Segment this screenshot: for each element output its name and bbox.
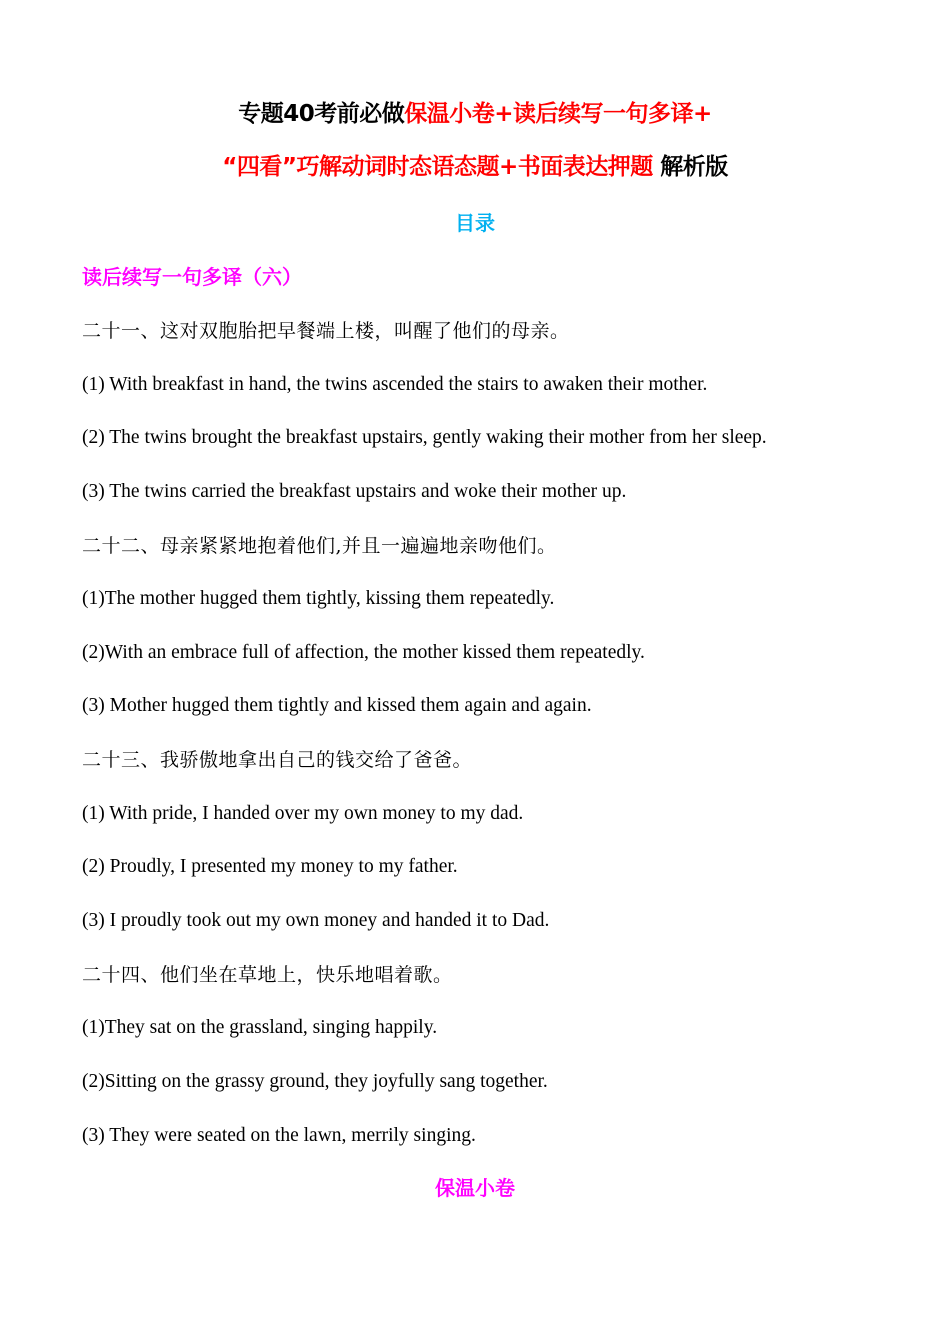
translation-line: (1) With breakfast in hand, the twins ascended the stairs to awaken their mother. — [82, 373, 708, 395]
translation-item-23 — [82, 745, 942, 960]
translation-line: (3) They were seated on the lawn, merrily singing. — [82, 1124, 476, 1146]
translation-item-22 — [82, 531, 942, 746]
translation-line: (3) The twins carried the breakfast upstairs and woke their mother up. — [82, 480, 627, 502]
chinese-sentence: 二十一、这对双胞胎把早餐端上楼，叫醒了他们的母亲。 — [82, 320, 570, 342]
title-suffix: 解析版 — [660, 154, 728, 180]
translation-line: (1) With pride, I handed over my own money to my dad. — [82, 802, 524, 824]
title-prefix: 专题40考前必做 — [238, 101, 405, 127]
translation-line: (2) The twins brought the breakfast upstairs, gently waking their mother from her sleep. — [82, 427, 767, 449]
chinese-sentence: 二十二、母亲紧紧地抱着他们,并且一遍遍地亲吻他们。 — [82, 534, 557, 557]
document-title-line-2 — [0, 149, 950, 185]
translation-line: (3) Mother hugged them tightly and kissed them again and again. — [82, 695, 592, 717]
translation-item-24 — [82, 960, 942, 1175]
translation-line: (1)They sat on the grassland, singing happily. — [82, 1017, 438, 1039]
section-title: 读后续写一句多译（六） — [82, 265, 302, 289]
title-highlight-1: 保温小卷+读后续写一句多译+ — [404, 101, 712, 127]
document-title-line-1 — [0, 96, 950, 132]
chinese-sentence: 二十四、他们坐在草地上，快乐地唱着歌。 — [82, 963, 453, 986]
translation-line: (3) I proudly took out my own money and handed it to Dad. — [82, 910, 550, 932]
translation-line: (2)With an embrace full of affection, the mother kissed them repeatedly. — [82, 641, 645, 663]
chinese-sentence: 二十三、我骄傲地拿出自己的钱交给了爸爸。 — [82, 749, 473, 772]
title-highlight-2: “四看”巧解动词时态语态题+书面表达押题 — [222, 154, 653, 180]
translation-list — [82, 316, 942, 1174]
translation-line: (2) Proudly, I presented my money to my father. — [82, 856, 458, 878]
translation-line: (2)Sitting on the grassy ground, they joyfully sang together. — [82, 1070, 548, 1092]
toc-heading: 目录 — [455, 211, 495, 235]
translation-line: (1)The mother hugged them tightly, kissing them repeatedly. — [82, 588, 555, 610]
translation-item-21 — [82, 316, 942, 531]
next-section-heading: 保温小卷 — [435, 1176, 515, 1200]
